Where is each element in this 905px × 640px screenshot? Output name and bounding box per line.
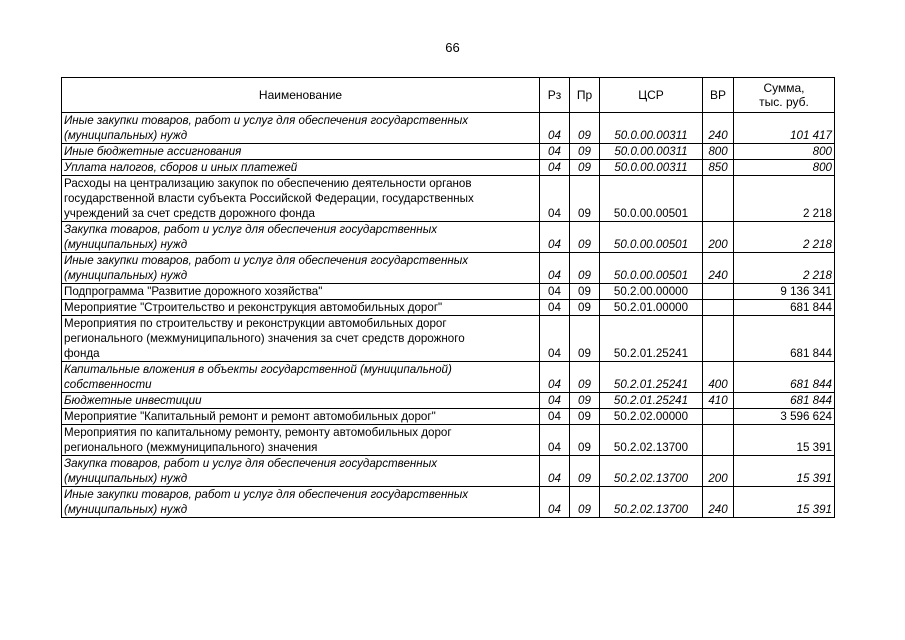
cell-sum: 15 391 (734, 487, 835, 518)
table-row (62, 456, 835, 487)
cell-pr: 09 (570, 176, 600, 222)
cell-name: Иные закупки товаров, работ и услуг для обеспечения государственных (муниципальных) нужд (62, 253, 540, 284)
cell-pr: 09 (570, 113, 600, 144)
table-row (62, 316, 835, 362)
cell-pr: 09 (570, 300, 600, 316)
cell-rz: 04 (540, 222, 570, 253)
cell-rz: 04 (540, 160, 570, 176)
cell-rz: 04 (540, 113, 570, 144)
cell-name: Расходы на централизацию закупок по обеспечению деятельности органов государственной власти субъекта Российской Федерации, государственных учреждений за счет средств дорожного фонда (62, 176, 540, 222)
cell-vr (703, 176, 734, 222)
cell-sum: 681 844 (734, 300, 835, 316)
cell-csr: 50.2.02.13700 (600, 456, 703, 487)
cell-pr: 09 (570, 409, 600, 425)
cell-name: Бюджетные инвестиции (62, 393, 540, 409)
cell-csr: 50.0.00.00501 (600, 176, 703, 222)
cell-pr: 09 (570, 253, 600, 284)
cell-name: Мероприятия по строительству и реконструкции автомобильных дорог регионального (межмуниципального) значения за счет средств дорожного фонда (62, 316, 540, 362)
table-row (62, 113, 835, 144)
table-row (62, 487, 835, 518)
cell-csr: 50.0.00.00501 (600, 222, 703, 253)
header-sum: Сумма, тыс. руб. (734, 78, 835, 113)
cell-rz: 04 (540, 253, 570, 284)
cell-vr (703, 316, 734, 362)
table-row (62, 284, 835, 300)
cell-csr: 50.2.01.25241 (600, 316, 703, 362)
cell-pr: 09 (570, 362, 600, 393)
table-row (62, 176, 835, 222)
cell-rz: 04 (540, 284, 570, 300)
cell-sum: 2 218 (734, 222, 835, 253)
cell-csr: 50.2.02.13700 (600, 487, 703, 518)
cell-pr: 09 (570, 284, 600, 300)
cell-rz: 04 (540, 144, 570, 160)
cell-vr: 240 (703, 487, 734, 518)
budget-table (61, 77, 835, 518)
cell-vr: 410 (703, 393, 734, 409)
cell-pr: 09 (570, 160, 600, 176)
page-number: 66 (445, 40, 460, 55)
cell-csr: 50.2.02.00000 (600, 409, 703, 425)
cell-rz: 04 (540, 362, 570, 393)
table-header-row (62, 78, 835, 113)
cell-pr: 09 (570, 456, 600, 487)
cell-sum: 101 417 (734, 113, 835, 144)
cell-csr: 50.0.00.00311 (600, 144, 703, 160)
cell-pr: 09 (570, 425, 600, 456)
cell-name: Иные закупки товаров, работ и услуг для обеспечения государственных (муниципальных) нужд (62, 487, 540, 518)
cell-rz: 04 (540, 393, 570, 409)
cell-sum: 800 (734, 160, 835, 176)
cell-csr: 50.0.00.00311 (600, 160, 703, 176)
cell-csr: 50.0.00.00311 (600, 113, 703, 144)
cell-csr: 50.2.01.25241 (600, 362, 703, 393)
table-row (62, 160, 835, 176)
cell-sum: 681 844 (734, 362, 835, 393)
cell-vr: 850 (703, 160, 734, 176)
cell-pr: 09 (570, 393, 600, 409)
cell-csr: 50.2.01.25241 (600, 393, 703, 409)
cell-pr: 09 (570, 316, 600, 362)
cell-vr: 800 (703, 144, 734, 160)
header-vr: ВР (703, 78, 734, 113)
cell-rz: 04 (540, 409, 570, 425)
cell-rz: 04 (540, 300, 570, 316)
table-row (62, 253, 835, 284)
cell-sum: 2 218 (734, 253, 835, 284)
cell-name: Капитальные вложения в объекты государственной (муниципальной) собственности (62, 362, 540, 393)
cell-vr (703, 300, 734, 316)
cell-csr: 50.2.01.00000 (600, 300, 703, 316)
cell-rz: 04 (540, 425, 570, 456)
cell-rz: 04 (540, 456, 570, 487)
cell-sum: 15 391 (734, 425, 835, 456)
cell-sum: 800 (734, 144, 835, 160)
cell-csr: 50.2.00.00000 (600, 284, 703, 300)
table-row (62, 362, 835, 393)
cell-vr: 200 (703, 456, 734, 487)
cell-sum: 681 844 (734, 393, 835, 409)
cell-sum: 2 218 (734, 176, 835, 222)
cell-name: Мероприятие "Капитальный ремонт и ремонт автомобильных дорог" (62, 409, 540, 425)
cell-name: Мероприятия по капитальному ремонту, ремонту автомобильных дорог регионального (межмуниципального) значения (62, 425, 540, 456)
cell-vr: 240 (703, 113, 734, 144)
cell-sum: 3 596 624 (734, 409, 835, 425)
cell-sum: 15 391 (734, 456, 835, 487)
cell-name: Уплата налогов, сборов и иных платежей (62, 160, 540, 176)
table-row (62, 300, 835, 316)
cell-rz: 04 (540, 316, 570, 362)
header-rz: Рз (540, 78, 570, 113)
cell-name: Закупка товаров, работ и услуг для обеспечения государственных (муниципальных) нужд (62, 456, 540, 487)
cell-sum: 9 136 341 (734, 284, 835, 300)
cell-vr (703, 284, 734, 300)
cell-pr: 09 (570, 222, 600, 253)
cell-csr: 50.2.02.13700 (600, 425, 703, 456)
cell-vr: 400 (703, 362, 734, 393)
header-name: Наименование (62, 78, 540, 113)
table-row (62, 409, 835, 425)
cell-name: Иные бюджетные ассигнования (62, 144, 540, 160)
cell-rz: 04 (540, 487, 570, 518)
header-pr: Пр (570, 78, 600, 113)
cell-name: Подпрограмма "Развитие дорожного хозяйства" (62, 284, 540, 300)
cell-rz: 04 (540, 176, 570, 222)
table-row (62, 222, 835, 253)
cell-vr: 240 (703, 253, 734, 284)
cell-sum: 681 844 (734, 316, 835, 362)
cell-vr (703, 409, 734, 425)
cell-vr (703, 425, 734, 456)
cell-csr: 50.0.00.00501 (600, 253, 703, 284)
header-csr: ЦСР (600, 78, 703, 113)
cell-name: Мероприятие "Строительство и реконструкция автомобильных дорог" (62, 300, 540, 316)
table-row (62, 393, 835, 409)
table-row (62, 425, 835, 456)
cell-name: Закупка товаров, работ и услуг для обеспечения государственных (муниципальных) нужд (62, 222, 540, 253)
cell-name: Иные закупки товаров, работ и услуг для обеспечения государственных (муниципальных) нужд (62, 113, 540, 144)
table-row (62, 144, 835, 160)
cell-pr: 09 (570, 144, 600, 160)
cell-vr: 200 (703, 222, 734, 253)
cell-pr: 09 (570, 487, 600, 518)
